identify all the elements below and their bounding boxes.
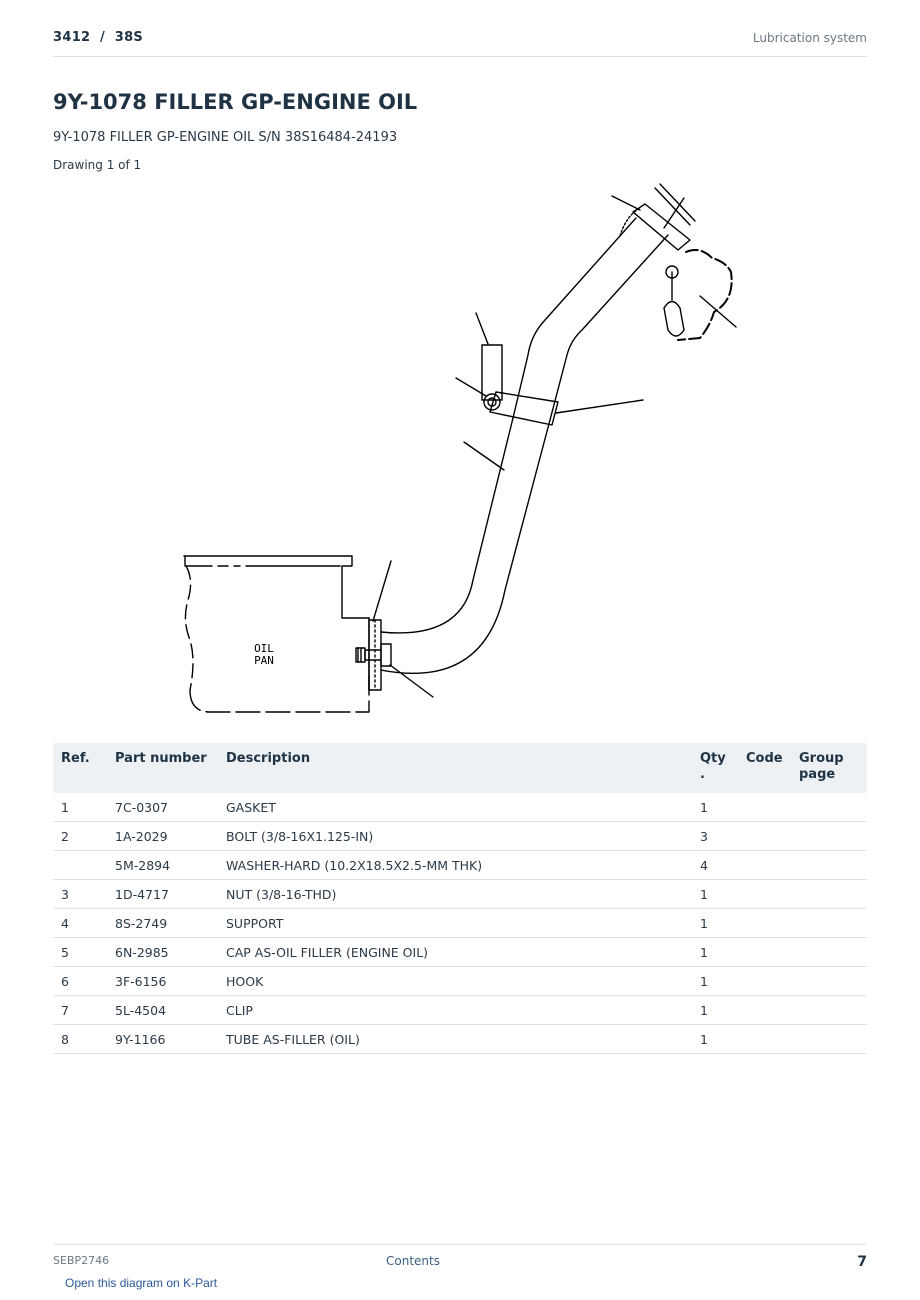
cell-qty: 1 xyxy=(692,967,738,996)
header-qty: Qty . xyxy=(692,743,738,793)
page-subtitle: 9Y-1078 FILLER GP-ENGINE OIL S/N 38S16484-24193 xyxy=(53,130,398,145)
cell-group-page xyxy=(791,793,867,822)
oil-pan-label-line1: OIL xyxy=(254,642,274,655)
cell-group-page xyxy=(791,938,867,967)
table-row xyxy=(53,851,867,880)
cell-code xyxy=(738,938,791,967)
filler-tube-drawing xyxy=(381,218,668,673)
cell-group-page xyxy=(791,967,867,996)
cell-group-page xyxy=(791,880,867,909)
cell-qty: 1 xyxy=(692,909,738,938)
parts-diagram xyxy=(170,180,760,720)
cell-code xyxy=(738,909,791,938)
cell-part-number: 9Y-1166 xyxy=(107,1025,218,1054)
cell-part-number: 3F-6156 xyxy=(107,967,218,996)
cell-code xyxy=(738,822,791,851)
table-row xyxy=(53,996,867,1025)
cell-qty: 1 xyxy=(692,938,738,967)
table-row xyxy=(53,880,867,909)
parts-table xyxy=(53,743,867,1054)
cell-qty: 4 xyxy=(692,851,738,880)
cell-group-page xyxy=(791,996,867,1025)
cell-description: NUT (3/8-16-THD) xyxy=(218,880,692,909)
cell-part-number: 5M-2894 xyxy=(107,851,218,880)
cell-part-number: 1D-4717 xyxy=(107,880,218,909)
cell-ref: 1 xyxy=(53,793,107,822)
table-row xyxy=(53,793,867,822)
open-k-part-link[interactable]: Open this diagram on K-Part xyxy=(65,1276,218,1290)
cell-ref: 4 xyxy=(53,909,107,938)
cell-description: GASKET xyxy=(218,793,692,822)
header-group-page: Group page xyxy=(791,743,867,793)
cell-ref xyxy=(53,851,107,880)
table-row xyxy=(53,1025,867,1054)
cap-drawing xyxy=(620,184,732,340)
cell-code xyxy=(738,793,791,822)
cell-description: SUPPORT xyxy=(218,909,692,938)
cell-ref: 2 xyxy=(53,822,107,851)
header-code: Code xyxy=(738,743,791,793)
cell-group-page xyxy=(791,851,867,880)
section-label: Lubrication system xyxy=(752,31,867,45)
header-description: Description xyxy=(218,743,692,793)
document-code: SEBP2746 xyxy=(53,1254,110,1267)
cell-ref: 6 xyxy=(53,967,107,996)
model-label: 3412 / 38S xyxy=(53,30,144,45)
cell-part-number: 6N-2985 xyxy=(107,938,218,967)
cell-description: BOLT (3/8-16X1.125-IN) xyxy=(218,822,692,851)
drawing-note: Drawing 1 of 1 xyxy=(53,158,142,172)
table-row xyxy=(53,938,867,967)
page-footer xyxy=(53,1244,867,1275)
cell-qty: 1 xyxy=(692,880,738,909)
cell-description: WASHER-HARD (10.2X18.5X2.5-MM THK) xyxy=(218,851,692,880)
cell-description: HOOK xyxy=(218,967,692,996)
cell-part-number: 8S-2749 xyxy=(107,909,218,938)
cell-part-number: 5L-4504 xyxy=(107,996,218,1025)
cell-group-page xyxy=(791,1025,867,1054)
cell-qty: 1 xyxy=(692,996,738,1025)
cell-description: TUBE AS-FILLER (OIL) xyxy=(218,1025,692,1054)
flange-drawing xyxy=(356,620,391,690)
cell-code xyxy=(738,996,791,1025)
header-ref: Ref. xyxy=(53,743,107,793)
contents-link[interactable]: Contents xyxy=(386,1254,440,1268)
cell-ref: 3 xyxy=(53,880,107,909)
table-row xyxy=(53,822,867,851)
oil-pan-label-line2: PAN xyxy=(254,654,274,667)
cell-ref: 8 xyxy=(53,1025,107,1054)
cell-qty: 3 xyxy=(692,822,738,851)
cell-code xyxy=(738,851,791,880)
table-row xyxy=(53,909,867,938)
cell-group-page xyxy=(791,909,867,938)
cell-qty: 1 xyxy=(692,1025,738,1054)
page-header xyxy=(53,26,867,57)
page-number: 7 xyxy=(857,1254,867,1270)
header-part-number: Part number xyxy=(107,743,218,793)
leader-lines xyxy=(373,196,736,697)
cell-description: CAP AS-OIL FILLER (ENGINE OIL) xyxy=(218,938,692,967)
cell-code xyxy=(738,880,791,909)
table-row xyxy=(53,967,867,996)
cell-qty: 1 xyxy=(692,793,738,822)
cell-code xyxy=(738,1025,791,1054)
cell-part-number: 1A-2029 xyxy=(107,822,218,851)
cell-ref: 7 xyxy=(53,996,107,1025)
cell-description: CLIP xyxy=(218,996,692,1025)
parts-table-body xyxy=(53,793,867,1054)
cell-part-number: 7C-0307 xyxy=(107,793,218,822)
cell-ref: 5 xyxy=(53,938,107,967)
cell-group-page xyxy=(791,822,867,851)
table-header-row xyxy=(53,743,867,793)
cell-code xyxy=(738,967,791,996)
page-title: 9Y-1078 FILLER GP-ENGINE OIL xyxy=(53,90,418,114)
support-drawing xyxy=(482,345,558,425)
oil-pan-drawing xyxy=(184,556,369,712)
